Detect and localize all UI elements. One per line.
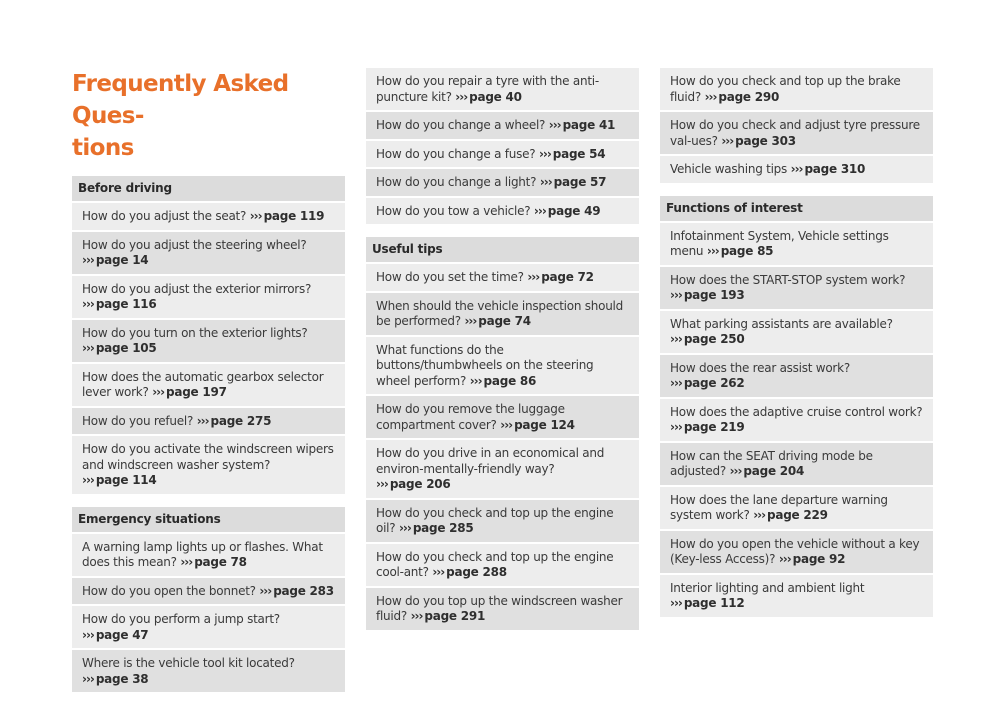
page-number: page 41: [562, 118, 616, 132]
page-title-line-2: tions: [72, 135, 134, 161]
section-before-driving: [72, 176, 345, 494]
faq-item[interactable]: [660, 399, 933, 441]
page-number: page 124: [514, 417, 575, 432]
faq-question: Where is the vehicle tool kit located?: [82, 656, 295, 670]
page-reference-link[interactable]: [152, 385, 227, 399]
faq-question: How do you refuel?: [82, 413, 194, 428]
faq-question: How do you turn on the exterior lights?: [82, 325, 308, 340]
faq-item[interactable]: [366, 169, 639, 196]
reference-arrow-icon: ›››: [259, 583, 272, 598]
faq-item[interactable]: [660, 443, 933, 485]
faq-question: How do you change a fuse?: [376, 146, 536, 161]
page-number: page 14: [95, 253, 149, 267]
column-2: [366, 68, 639, 643]
section-heading: Before driving: [72, 176, 345, 201]
faq-question: How do you change a light?: [376, 175, 537, 189]
reference-arrow-icon: ›››: [670, 596, 682, 610]
faq-item[interactable]: [72, 203, 345, 230]
page-reference-link[interactable]: [259, 584, 334, 598]
faq-item[interactable]: [660, 311, 933, 353]
faq-item[interactable]: [366, 68, 639, 110]
faq-item[interactable]: [72, 534, 345, 576]
page-number: page 54: [552, 146, 606, 161]
reference-arrow-icon: ›››: [706, 244, 719, 258]
page-reference-link[interactable]: [791, 162, 866, 176]
reference-arrow-icon: ›››: [527, 270, 540, 284]
reference-arrow-icon: ›››: [670, 420, 682, 434]
faq-item[interactable]: [366, 440, 639, 498]
faq-question: How do you open the bonnet?: [82, 583, 256, 598]
page-reference-link[interactable]: [376, 477, 451, 491]
page-number: page 219: [683, 420, 745, 434]
page-number: page 291: [424, 609, 486, 623]
faq-item[interactable]: [660, 575, 933, 617]
reference-arrow-icon: ›››: [704, 89, 717, 104]
page-reference-link[interactable]: [82, 341, 157, 355]
page-reference-link[interactable]: [180, 555, 246, 569]
faq-question: How do you remove the luggage compartment cover?: [376, 402, 565, 432]
page-reference-link[interactable]: [411, 609, 486, 623]
page-number: page 283: [273, 583, 334, 598]
faq-item[interactable]: [72, 578, 345, 605]
faq-item[interactable]: [366, 141, 639, 168]
column-1: [72, 68, 345, 705]
faq-item[interactable]: [660, 68, 933, 110]
section-heading: Emergency situations: [72, 507, 345, 532]
page-reference-link[interactable]: [197, 414, 272, 428]
faq-question: What parking assistants are available?: [670, 316, 893, 331]
page-reference-link[interactable]: [82, 297, 157, 311]
page-number: page 193: [683, 288, 745, 302]
page-reference-link[interactable]: [82, 473, 157, 487]
reference-arrow-icon: ›››: [670, 376, 682, 390]
faq-item[interactable]: [366, 264, 639, 291]
page-reference-link[interactable]: [470, 374, 536, 388]
reference-arrow-icon: ›››: [729, 464, 742, 478]
page-reference-link[interactable]: [730, 464, 805, 478]
faq-question: How do you repair a tyre with the anti-puncture kit?: [376, 74, 599, 104]
reference-arrow-icon: ›››: [180, 555, 193, 569]
page-number: page 40: [469, 89, 522, 104]
faq-question: How do you adjust the seat?: [82, 209, 247, 223]
reference-arrow-icon: ›››: [500, 417, 513, 432]
reference-arrow-icon: ›››: [469, 373, 482, 388]
page-reference-link[interactable]: [705, 90, 780, 104]
page-number: page 72: [541, 270, 594, 284]
page-number: page 197: [166, 385, 227, 399]
reference-arrow-icon: ›››: [753, 508, 766, 522]
faq-item[interactable]: [366, 198, 639, 225]
page-reference-link[interactable]: [500, 418, 575, 432]
faq-question: How do you check and top up the brake fluid?: [670, 74, 901, 104]
section-emergency-continued: [366, 68, 639, 224]
section-heading: Functions of interest: [660, 196, 933, 221]
page-reference-link[interactable]: [721, 134, 796, 148]
page-number: page 112: [683, 596, 745, 610]
reference-arrow-icon: ›››: [82, 297, 94, 311]
page-reference-link[interactable]: [670, 376, 745, 390]
page-reference-link[interactable]: [82, 253, 148, 267]
reference-arrow-icon: ›››: [790, 162, 803, 176]
faq-question: Interior lighting and ambient light: [670, 580, 865, 595]
faq-item[interactable]: [366, 293, 639, 335]
reference-arrow-icon: ›››: [376, 477, 388, 491]
page-reference-link[interactable]: [250, 209, 325, 223]
faq-question: How does the automatic gearbox selector lever work?: [82, 369, 324, 399]
page-number: page 47: [95, 627, 149, 642]
faq-question: How does the rear assist work?: [670, 360, 850, 375]
page-number: page 275: [210, 413, 272, 428]
reference-arrow-icon: ›››: [538, 146, 551, 161]
page-number: page 86: [483, 373, 537, 388]
faq-question: How do you set the time?: [376, 270, 524, 284]
faq-item[interactable]: [72, 408, 345, 435]
page-reference-link[interactable]: [670, 288, 745, 302]
faq-question: How do you change a wheel?: [376, 118, 546, 132]
page-number: page 114: [95, 473, 157, 487]
page-reference-link[interactable]: [527, 270, 593, 284]
faq-question: What functions do the buttons/thumbwheels on the steering wheel perform?: [376, 342, 594, 388]
reference-arrow-icon: ›››: [398, 521, 411, 535]
faq-question: How do you check and top up the engine oil?: [376, 505, 614, 535]
page-reference-link[interactable]: [707, 244, 773, 258]
faq-item[interactable]: [660, 156, 933, 183]
reference-arrow-icon: ›››: [152, 385, 165, 399]
faq-item[interactable]: [660, 112, 933, 154]
faq-item[interactable]: [660, 267, 933, 309]
page-number: page 92: [792, 552, 846, 566]
faq-question: Vehicle washing tips: [670, 162, 788, 176]
page-number: page 262: [683, 376, 745, 390]
page-number: page 250: [683, 332, 745, 346]
reference-arrow-icon: ›››: [82, 473, 94, 487]
page-number: page 116: [95, 297, 157, 311]
reference-arrow-icon: ›››: [82, 671, 94, 686]
reference-arrow-icon: ›››: [82, 627, 94, 642]
reference-arrow-icon: ›››: [539, 175, 552, 189]
section-heading: Useful tips: [366, 237, 639, 262]
reference-arrow-icon: ›››: [670, 332, 682, 346]
page-reference-link[interactable]: [534, 204, 600, 218]
page-reference-link[interactable]: [464, 314, 530, 328]
page-number: page 288: [446, 565, 507, 579]
page-reference-link[interactable]: [670, 420, 745, 434]
faq-question: How do you adjust the exterior mirrors?: [82, 281, 312, 296]
page-reference-link[interactable]: [753, 508, 828, 522]
faq-item[interactable]: [72, 232, 345, 274]
page-number: page 204: [743, 464, 805, 478]
page-number: page 105: [95, 341, 157, 355]
page-number: page 303: [735, 133, 796, 148]
faq-item[interactable]: [366, 337, 639, 395]
faq-item[interactable]: [72, 606, 345, 648]
page-number: page 74: [478, 314, 531, 328]
faq-question: Infotainment System, Vehicle settings menu: [670, 228, 889, 258]
faq-question: How do you activate the windscreen wipers and windscreen washer system?: [82, 442, 334, 472]
faq-question: How do you check and adjust tyre pressure val-ues?: [670, 118, 920, 148]
page-reference-link[interactable]: [539, 147, 605, 161]
faq-item[interactable]: [72, 650, 345, 692]
faq-item[interactable]: [366, 500, 639, 542]
faq-item[interactable]: [660, 355, 933, 397]
page-reference-link[interactable]: [399, 521, 474, 535]
faq-question: How do you top up the windscreen washer fluid?: [376, 593, 623, 623]
faq-item[interactable]: [72, 276, 345, 318]
page-title: [72, 68, 345, 164]
section-useful-tips: [366, 237, 639, 630]
reference-arrow-icon: ›››: [670, 288, 682, 302]
faq-question: How does the START-STOP system work?: [670, 272, 906, 287]
page-reference-link[interactable]: [455, 90, 521, 104]
faq-question: How do you drive in an economical and environ-mentally-friendly way?: [376, 446, 605, 476]
reference-arrow-icon: ›››: [410, 609, 423, 623]
faq-item[interactable]: [366, 112, 639, 139]
faq-question: How do you tow a vehicle?: [376, 203, 531, 218]
faq-item[interactable]: [660, 531, 933, 573]
faq-question: How do you adjust the steering wheel?: [82, 237, 307, 252]
section-functions-of-interest: [660, 196, 933, 617]
reference-arrow-icon: ›››: [249, 209, 262, 223]
page-reference-link[interactable]: [779, 552, 845, 566]
faq-question: How does the adaptive cruise control work?: [670, 404, 923, 419]
faq-item[interactable]: [72, 436, 345, 494]
faq-item[interactable]: [366, 544, 639, 586]
section-emergency-situations: [72, 507, 345, 693]
page-reference-link[interactable]: [670, 332, 745, 346]
page-reference-link[interactable]: [432, 565, 507, 579]
page-number: page 38: [95, 671, 149, 686]
page-reference-link[interactable]: [549, 118, 615, 132]
faq-question: When should the vehicle inspection should be performed?: [376, 298, 623, 328]
column-3: [660, 68, 933, 630]
reference-arrow-icon: ›››: [533, 203, 546, 218]
faq-question: How do you perform a jump start?: [82, 612, 280, 626]
page-number: page 310: [804, 162, 866, 176]
faq-question: How does the lane departure warning system work?: [670, 492, 888, 522]
faq-item[interactable]: [366, 396, 639, 438]
reference-arrow-icon: ›››: [82, 253, 94, 267]
page-number: page 85: [720, 244, 774, 258]
faq-item[interactable]: [72, 320, 345, 362]
faq-question: A warning lamp lights up or flashes. What does this mean?: [82, 539, 323, 569]
reference-arrow-icon: ›››: [464, 314, 477, 328]
faq-item[interactable]: [72, 364, 345, 406]
reference-arrow-icon: ›››: [196, 413, 209, 428]
faq-question: How do you open the vehicle without a key (Key-less Access)?: [670, 536, 920, 566]
reference-arrow-icon: ›››: [778, 552, 791, 566]
faq-item[interactable]: [366, 588, 639, 630]
faq-question: How do you check and top up the engine cool-ant?: [376, 549, 614, 579]
reference-arrow-icon: ›››: [455, 89, 468, 104]
page-number: page 57: [553, 175, 607, 189]
page-number: page 285: [412, 521, 474, 535]
faq-item[interactable]: [660, 487, 933, 529]
page-number: page 290: [718, 89, 780, 104]
page-number: page 229: [767, 508, 828, 522]
faq-question: How can the SEAT driving mode be adjusted?: [670, 448, 873, 478]
page-title-line-1: Frequently Asked Ques-: [72, 71, 289, 129]
page-number: page 49: [547, 203, 601, 218]
page-reference-link[interactable]: [82, 672, 148, 686]
page-reference-link[interactable]: [82, 628, 148, 642]
reference-arrow-icon: ›››: [432, 565, 445, 579]
faq-item[interactable]: [660, 223, 933, 265]
reference-arrow-icon: ›››: [82, 341, 94, 355]
reference-arrow-icon: ›››: [721, 133, 734, 148]
page-reference-link[interactable]: [540, 175, 606, 189]
page-number: page 78: [194, 555, 247, 569]
page-reference-link[interactable]: [670, 596, 745, 610]
reference-arrow-icon: ›››: [548, 118, 561, 132]
section-useful-tips-continued: [660, 68, 933, 183]
page-number: page 119: [263, 209, 325, 223]
page-number: page 206: [389, 477, 451, 491]
